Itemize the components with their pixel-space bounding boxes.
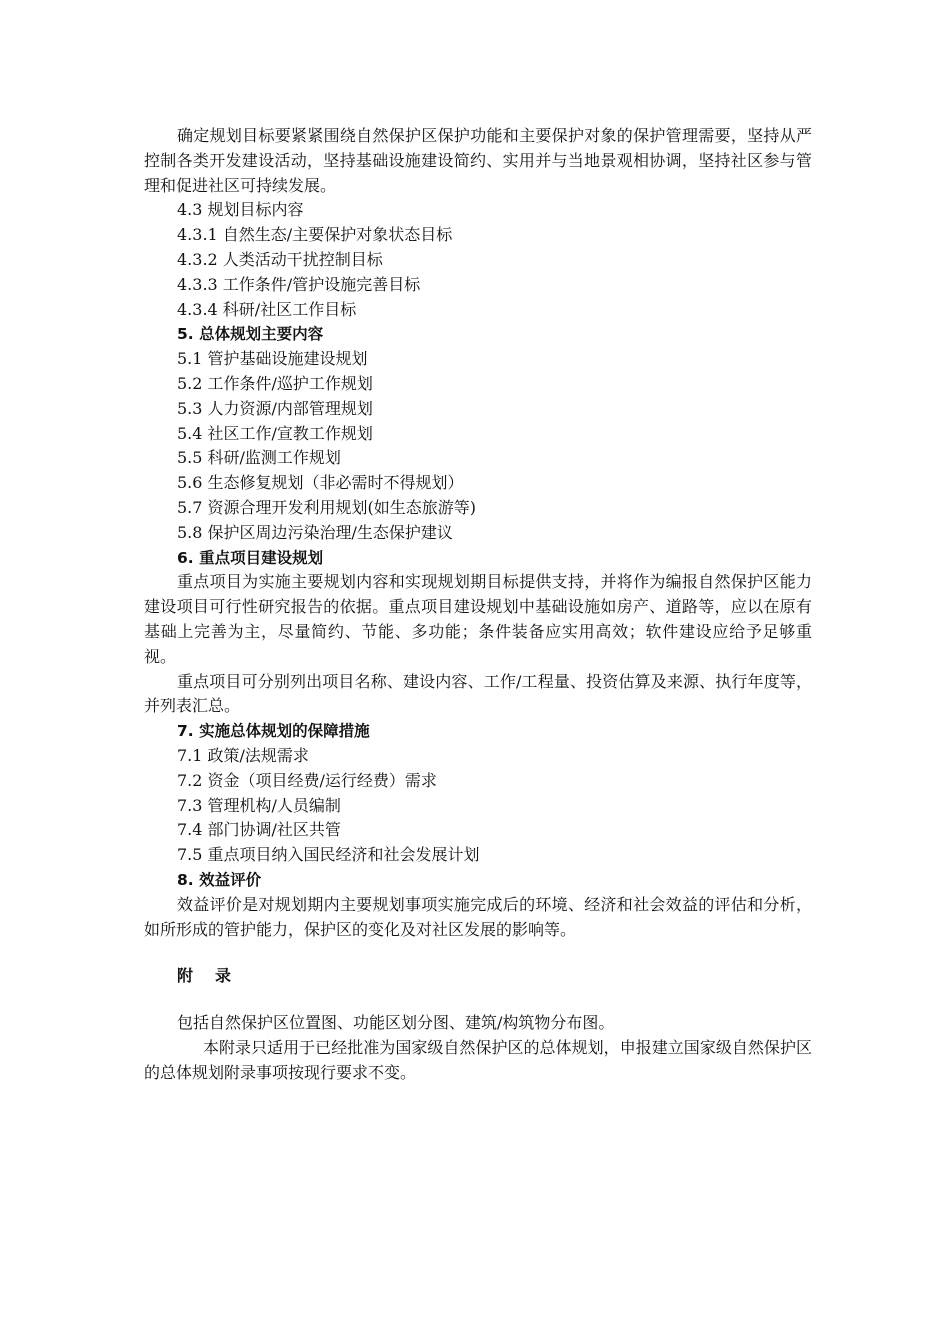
- item-5-4: 5.4 社区工作/宣教工作规划: [177, 423, 373, 443]
- item-4-3-4: 4.3.4 科研/社区工作目标: [177, 299, 357, 319]
- item-4-3-2: 4.3.2 人类活动干扰控制目标: [177, 249, 383, 269]
- paragraph-benefit-evaluation: 效益评价是对规划期内主要规划事项实施完成后的环境、经济和社会效益的评估和分析，如所形成的管护能力，保护区的变化及对社区发展的影响等。: [144, 894, 812, 939]
- appendix-paragraph-maps: 包括自然保护区位置图、功能区划分图、建筑/构筑物分布图。: [177, 1013, 615, 1033]
- item-5-3: 5.3 人力资源/内部管理规划: [177, 398, 373, 418]
- paragraph-key-projects: 重点项目为实施主要规划内容和实现规划期目标提供支持，并将作为编报自然保护区能力建设项目可行性研究报告的依据。重点项目建设规划中基础设施如房产、道路等，应以在原有基础上完善为主，尽量简约、节能、多功能；条件装备应实用高效；软件建设应给予足够重视。: [144, 572, 812, 666]
- appendix-title: 附录: [177, 966, 254, 986]
- heading-section-7: 7. 实施总体规划的保障措施: [177, 722, 370, 741]
- document-page: [144, 124, 812, 1085]
- paragraph-planning-goal: 确定规划目标要紧紧围绕自然保护区保护功能和主要保护对象的保护管理需要，坚持从严控制各类开发建设活动，坚持基础设施建设简约、实用并与当地景观相协调，坚持社区参与管理和促进社区可持续发展。: [144, 126, 812, 195]
- item-5-8: 5.8 保护区周边污染治理/生态保护建议: [177, 522, 453, 542]
- heading-section-5: 5. 总体规划主要内容: [177, 325, 324, 344]
- item-5-2: 5.2 工作条件/巡护工作规划: [177, 373, 373, 393]
- item-7-3: 7.3 管理机构/人员编制: [177, 795, 341, 815]
- item-4-3-1: 4.3.1 自然生态/主要保护对象状态目标: [177, 225, 453, 245]
- item-4-3-3: 4.3.3 工作条件/管护设施完善目标: [177, 274, 421, 294]
- appendix-paragraph-scope: 本附录只适用于已经批准为国家级自然保护区的总体规划，申报建立国家级自然保护区的总体规划附录事项按现行要求不变。: [144, 1037, 812, 1082]
- heading-section-6: 6. 重点项目建设规划: [177, 548, 324, 567]
- item-7-5: 7.5 重点项目纳入国民经济和社会发展计划: [177, 845, 480, 865]
- paragraph-key-projects-list: 重点项目可分别列出项目名称、建设内容、工作/工程量、投资估算及来源、执行年度等，并列表汇总。: [144, 671, 812, 716]
- item-7-4: 7.4 部门协调/社区共管: [177, 820, 341, 840]
- heading-section-8: 8. 效益评价: [177, 870, 262, 889]
- item-5-7: 5.7 资源合理开发利用规划(如生态旅游等): [177, 497, 477, 517]
- item-4-3: 4.3 规划目标内容: [177, 200, 304, 220]
- item-7-2: 7.2 资金（项目经费/运行经费）需求: [177, 770, 437, 790]
- item-5-6: 5.6 生态修复规划（非必需时不得规划）: [177, 473, 464, 493]
- item-5-5: 5.5 科研/监测工作规划: [177, 448, 341, 468]
- item-7-1: 7.1 政策/法规需求: [177, 745, 309, 765]
- item-5-1: 5.1 管护基础设施建设规划: [177, 349, 368, 369]
